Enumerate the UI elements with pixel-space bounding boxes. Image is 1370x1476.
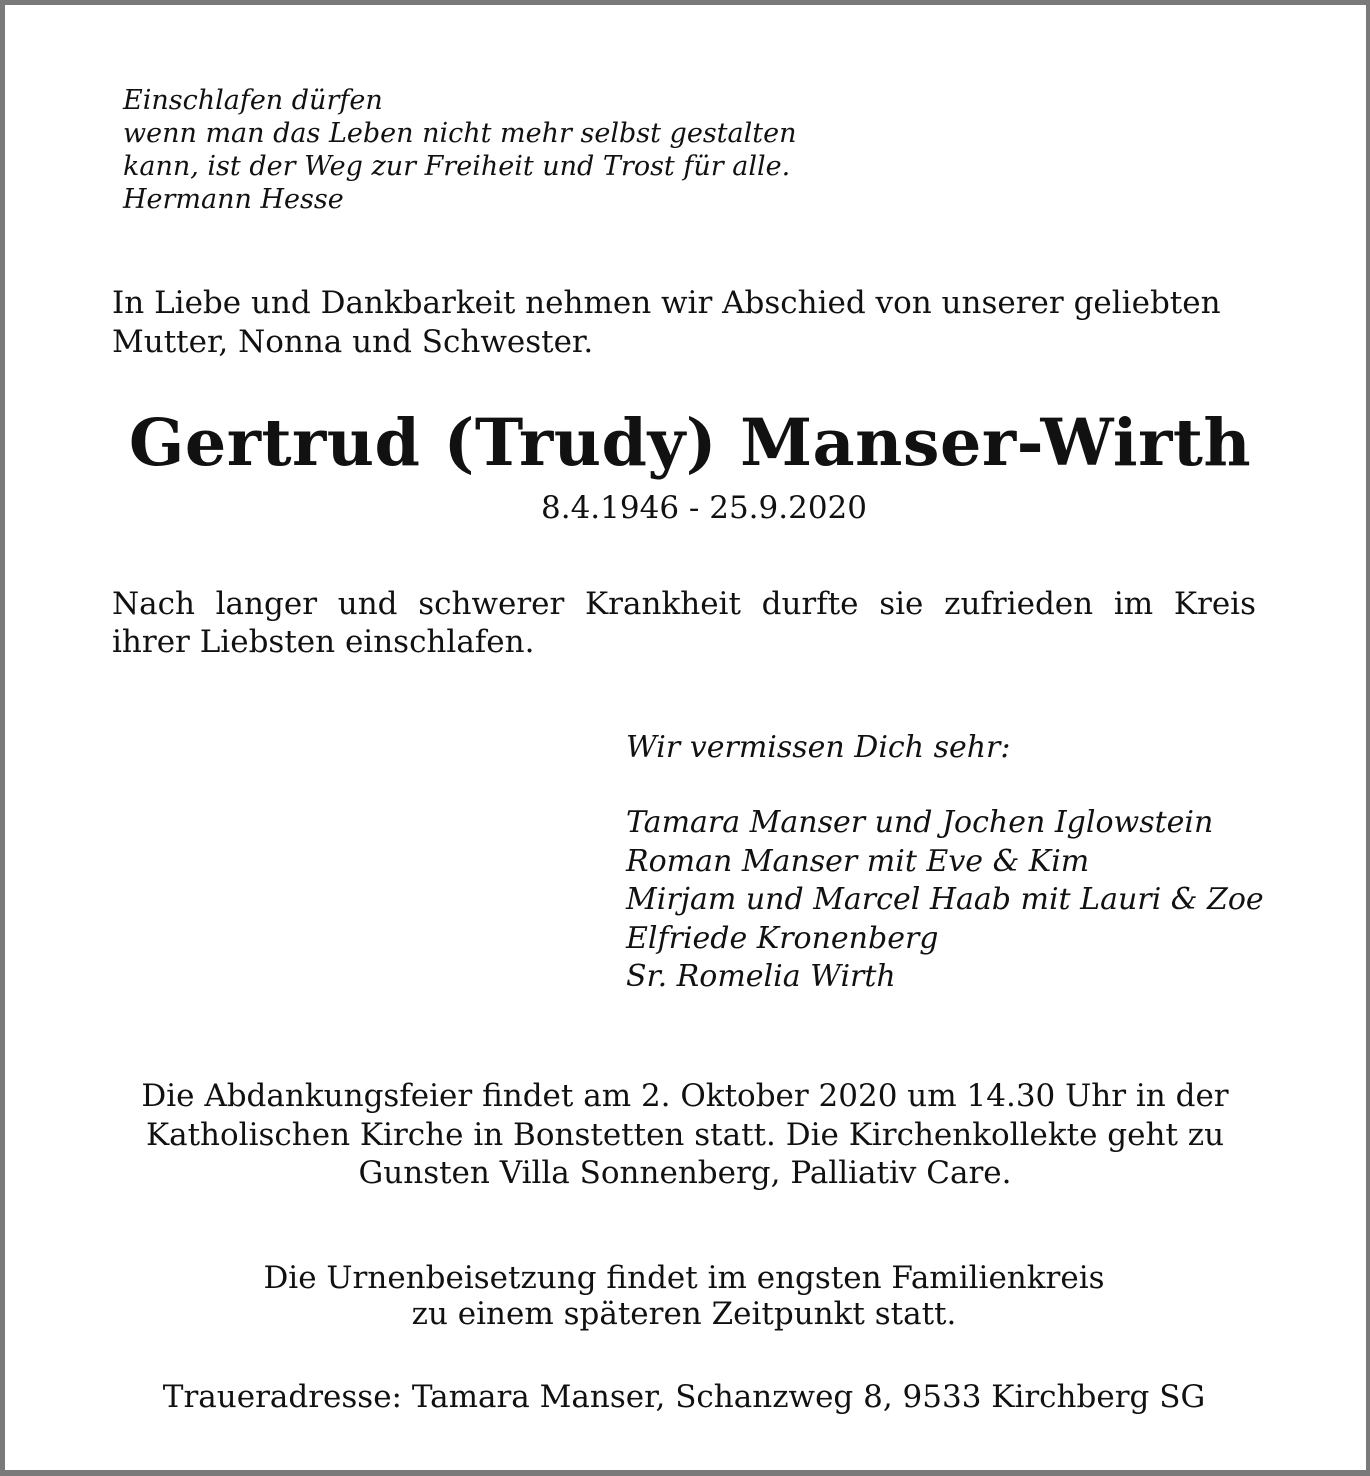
deceased-name: Gertrud (Trudy) Manser-Wirth: [128, 405, 1252, 481]
life-dates: 8.4.1946 - 25.9.2020: [541, 490, 867, 526]
mourner-name: Sr. Romelia Wirth: [626, 959, 896, 994]
mourning-address: Traueradresse: Tamara Manser, Schanzweg 8, 9533 Kirchberg SG: [162, 1379, 1206, 1415]
quote-line: kann, ist der Weg zur Freiheit und Trost für alle.: [123, 151, 791, 182]
hesse-quote: [123, 84, 796, 216]
quote-author: Hermann Hesse: [123, 184, 344, 215]
mourner-name: Mirjam und Marcel Haab mit Lauri & Zoe: [626, 882, 1264, 917]
mourner-name: Tamara Manser und Jochen Iglowstein: [626, 805, 1214, 840]
mourner-name: Roman Manser mit Eve & Kim: [626, 843, 1090, 879]
ceremony-info: [5, 1077, 1365, 1193]
illness-line: Nach langer und schwerer Krankheit durfte sie zufrieden im Kreis: [112, 586, 1256, 622]
quote-line: Einschlafen dürfen: [123, 85, 383, 116]
urn-line: zu einem späteren Zeitpunkt statt.: [411, 1296, 957, 1332]
ceremony-line: Katholischen Kirche in Bonstetten statt. Die Kirchenkollekte geht zu: [145, 1116, 1225, 1153]
intro-line: In Liebe und Dankbarkeit nehmen wir Abschied von unserer geliebten: [112, 285, 1221, 321]
mourner-name: Elfriede Kronenberg: [626, 920, 939, 956]
intro-line: Mutter, Nonna und Schwester.: [112, 324, 594, 360]
illness-paragraph: [112, 585, 1256, 661]
illness-line: ihrer Liebsten einschlafen.: [112, 624, 535, 660]
urn-burial-info: [5, 1260, 1363, 1332]
urn-line: Die Urnenbeisetzung findet im engsten Familienkreis: [263, 1260, 1105, 1296]
ceremony-line: Die Abdankungsfeier findet am 2. Oktober 2020 um 14.30 Uhr in der: [141, 1078, 1229, 1114]
mourners-heading: Wir vermissen Dich sehr:: [626, 730, 1011, 765]
ceremony-line: Gunsten Villa Sonnenberg, Palliativ Care.: [358, 1155, 1012, 1191]
quote-line: wenn man das Leben nicht mehr selbst gestalten: [123, 118, 797, 149]
mourners-list: [626, 804, 1264, 997]
farewell-intro: [112, 284, 1282, 362]
